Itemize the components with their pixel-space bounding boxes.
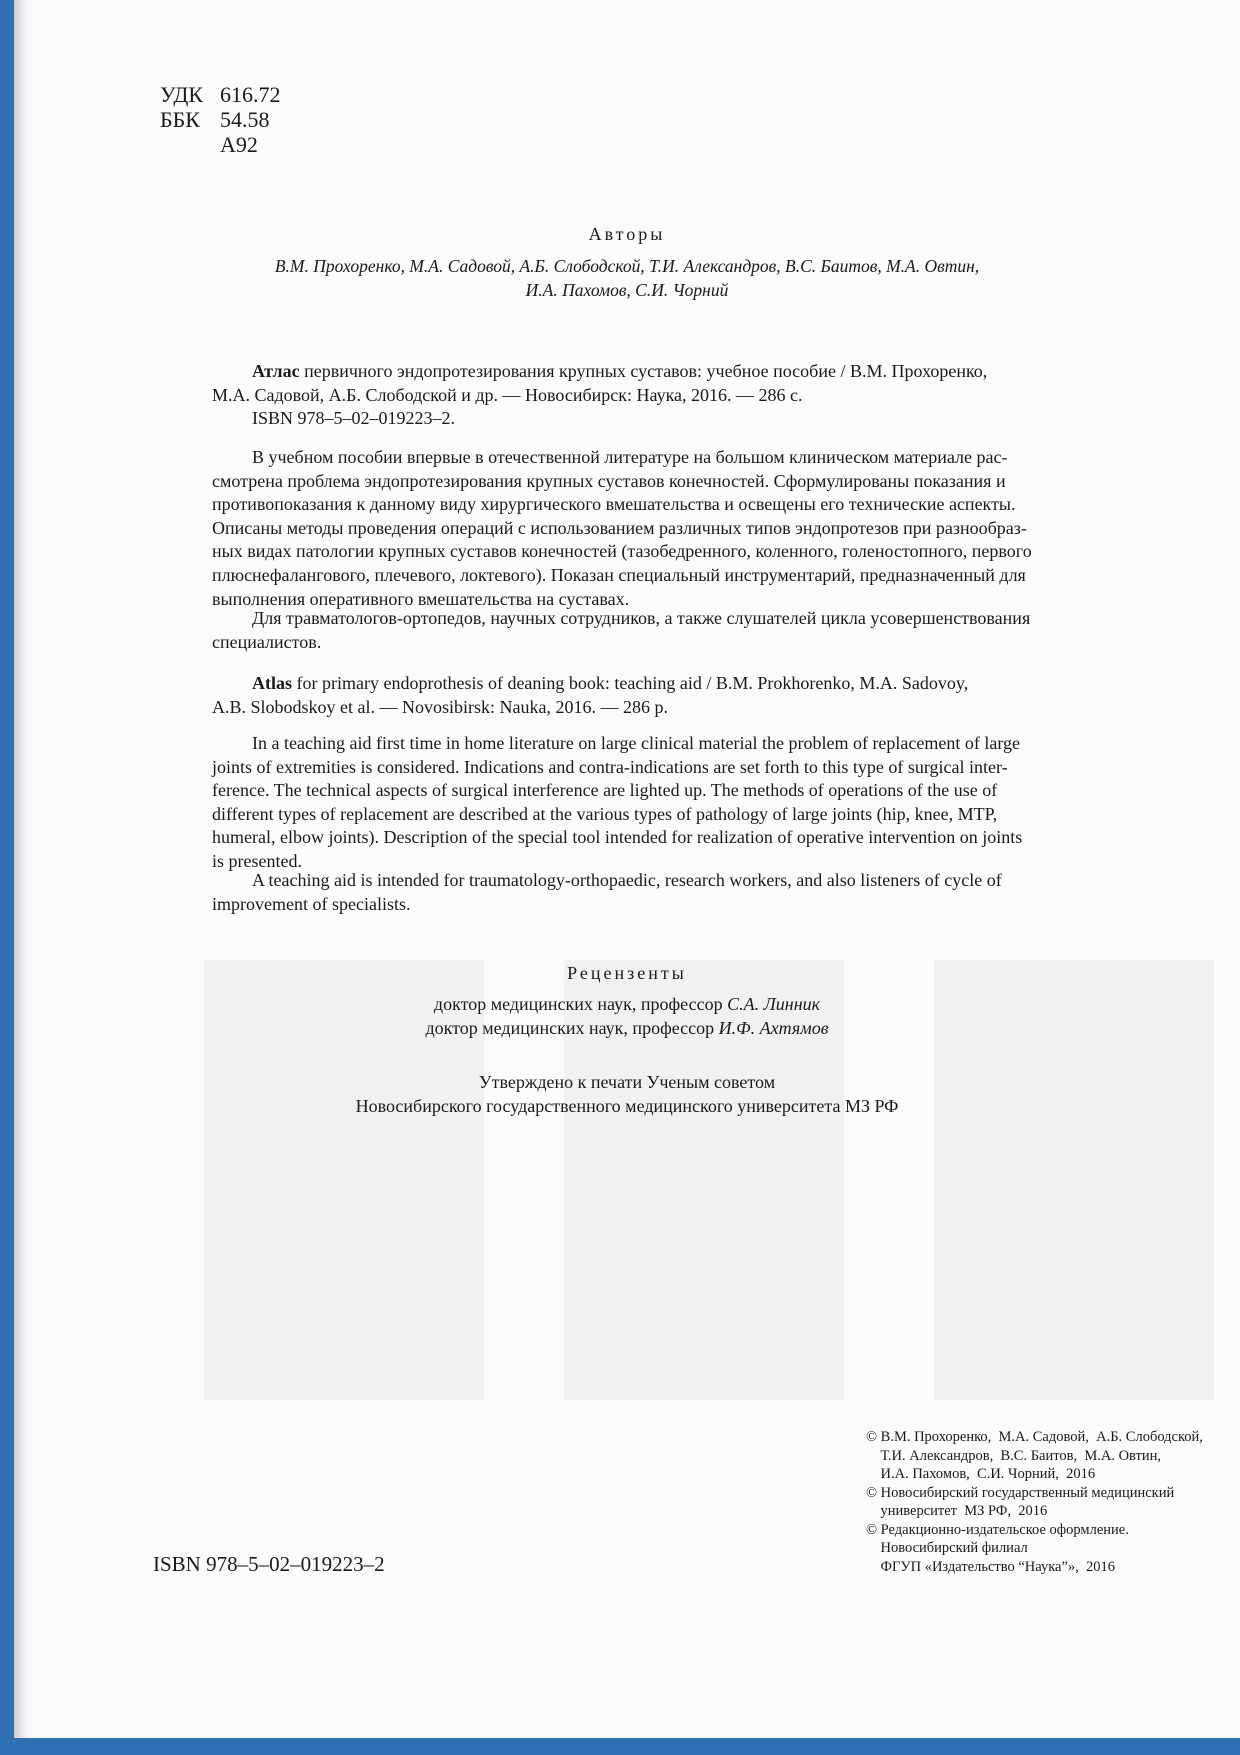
code-value: 616.72: [220, 82, 281, 107]
ru-abstract-line: противопоказания к данному виду хирургического вмешательства и освещены его технические аспекты.: [212, 494, 1016, 515]
copyright-line: И.А. Пахомов, С.И. Чорний, 2016: [866, 1466, 1096, 1482]
en-title-line: A.B. Slobodskoy et al. — Novosibirsk: Nauka, 2016. — 286 p.: [212, 696, 668, 717]
authors-line: И.А. Пахомов, С.И. Чорний: [525, 280, 729, 300]
ru-isbn: ISBN 978–5–02–019223–2.: [252, 408, 456, 429]
code-value: А92: [220, 132, 258, 157]
russian-audience: [212, 607, 1240, 654]
en-audience-line: improvement of specialists.: [212, 893, 411, 914]
copyright-line: Т.И. Александров, В.С. Баитов, М.А. Овтин,: [866, 1447, 1162, 1464]
authors-line: В.М. Прохоренко, М.А. Садовой, А.Б. Слободской, Т.И. Александров, В.С. Баитов, М.А. Овтин,: [274, 256, 980, 276]
reviewers-list: [14, 992, 1240, 1040]
ru-abstract-line: В учебном пособии впервые в отечественной литературе на большом клиническом материале рас-: [252, 447, 1008, 467]
en-abstract-line: is presented.: [212, 850, 302, 871]
ru-title-bold: Атлас: [252, 361, 300, 381]
ru-title-line: М.А. Садовой, А.Б. Слободской и др. — Новосибирск: Наука, 2016. — 286 с.: [212, 384, 803, 405]
copyright-line: университет МЗ РФ, 2016: [866, 1503, 1048, 1519]
reviewer-name: И.Ф. Ахтямов: [718, 1018, 829, 1038]
code-value: 54.58: [220, 107, 270, 132]
copyright-line: ФГУП «Издательство “Наука”», 2016: [866, 1558, 1116, 1575]
copyright-line: Новосибирский филиал: [866, 1540, 1028, 1556]
authors-heading: Авторы: [588, 224, 666, 244]
russian-bibliographic-record: [212, 360, 1240, 431]
ru-audience-line: Для травматологов-ортопедов, научных сотрудников, а также слушателей цикла усовершенствования: [252, 608, 1031, 628]
reviewer-title: доктор медицинских наук, профессор: [425, 1018, 719, 1038]
ru-title-line: [212, 360, 1240, 384]
page: [14, 0, 1240, 1738]
approval-line: Утверждено к печати Ученым советом: [478, 1072, 776, 1092]
en-title-text: for primary endoprothesis of deaning book: teaching aid / B.M. Prokhorenko, M.A. Sadovoy,: [292, 673, 969, 693]
ru-abstract-line: выполнения оперативного вмешательства на суставах.: [212, 588, 630, 609]
code-key: УДК: [160, 82, 204, 107]
en-abstract-line: different types of replacement are described at the various types of pathology of large joints (hip, knee, MTP,: [212, 803, 998, 824]
authors-list: [14, 254, 1240, 302]
code-key: [160, 132, 220, 157]
english-bibliographic-record: [212, 672, 1240, 719]
en-audience-line: A teaching aid is intended for traumatology-orthopaedic, research workers, and also listeners of cycle of: [252, 870, 1002, 890]
approval-line: Новосибирского государственного медицинского университета МЗ РФ: [355, 1096, 899, 1116]
code-row: [160, 82, 281, 107]
isbn-bottom: ISBN 978–5–02–019223–2: [153, 1552, 385, 1576]
code-key: ББК: [160, 107, 200, 132]
classification-codes: [160, 82, 281, 157]
en-abstract-line: humeral, elbow joints). Description of the special tool intended for realization of operative intervention on joints: [212, 827, 1023, 848]
copyright-line: © В.М. Прохоренко, М.А. Садовой, А.Б. Слободской,: [866, 1429, 1203, 1445]
copyright-line: © Новосибирский государственный медицинский: [866, 1484, 1175, 1501]
en-title-line: [212, 672, 1240, 696]
ru-abstract-line: Описаны методы проведения операций с использованием различных типов эндопротезов при разнообраз-: [212, 517, 1027, 538]
ru-abstract-line: плюснефалангового, плечевого, локтевого). Показан специальный инструментарий, предназначенный для: [212, 564, 1026, 585]
reviewer-name: С.А. Линник: [727, 994, 821, 1014]
ru-audience-line: специалистов.: [212, 631, 322, 652]
en-abstract-line: ference. The technical aspects of surgical interference are lighted up. The methods of operations of the use of: [212, 780, 998, 801]
english-abstract: [212, 732, 1240, 874]
en-abstract-line: joints of extremities is considered. Indications and contra-indications are set forth to this type of surgical inter-: [212, 756, 1008, 777]
en-abstract-line: In a teaching aid first time in home literature on large clinical material the problem of replacement of large: [252, 733, 1021, 753]
ru-abstract-line: ных видах патологии крупных суставов конечностей (тазобедренного, коленного, голеностопного, первого: [212, 541, 1032, 562]
page-edge-shadow: [14, 0, 28, 1738]
russian-abstract: [212, 446, 1240, 611]
reviewers-heading: Рецензенты: [567, 963, 687, 983]
code-row: [160, 132, 281, 157]
en-title-bold: Atlas: [252, 673, 292, 693]
ru-abstract-line: смотрена проблема эндопротезирования крупных суставов конечностей. Сформулированы показания и: [212, 470, 1006, 491]
copyright-line: © Редакционно-издательское оформление.: [866, 1521, 1129, 1538]
english-audience: [212, 869, 1240, 916]
reviewer-title: доктор медицинских наук, профессор: [433, 994, 728, 1014]
reviewer-line: [14, 992, 1240, 1016]
ru-title-text: первичного эндопротезирования крупных суставов: учебное пособие / В.М. Прохоренко,: [299, 361, 988, 381]
reviewer-line: [14, 1016, 1240, 1040]
copyright-block: [866, 1428, 1203, 1576]
code-row: [160, 107, 281, 132]
approval-note: [14, 1070, 1240, 1118]
